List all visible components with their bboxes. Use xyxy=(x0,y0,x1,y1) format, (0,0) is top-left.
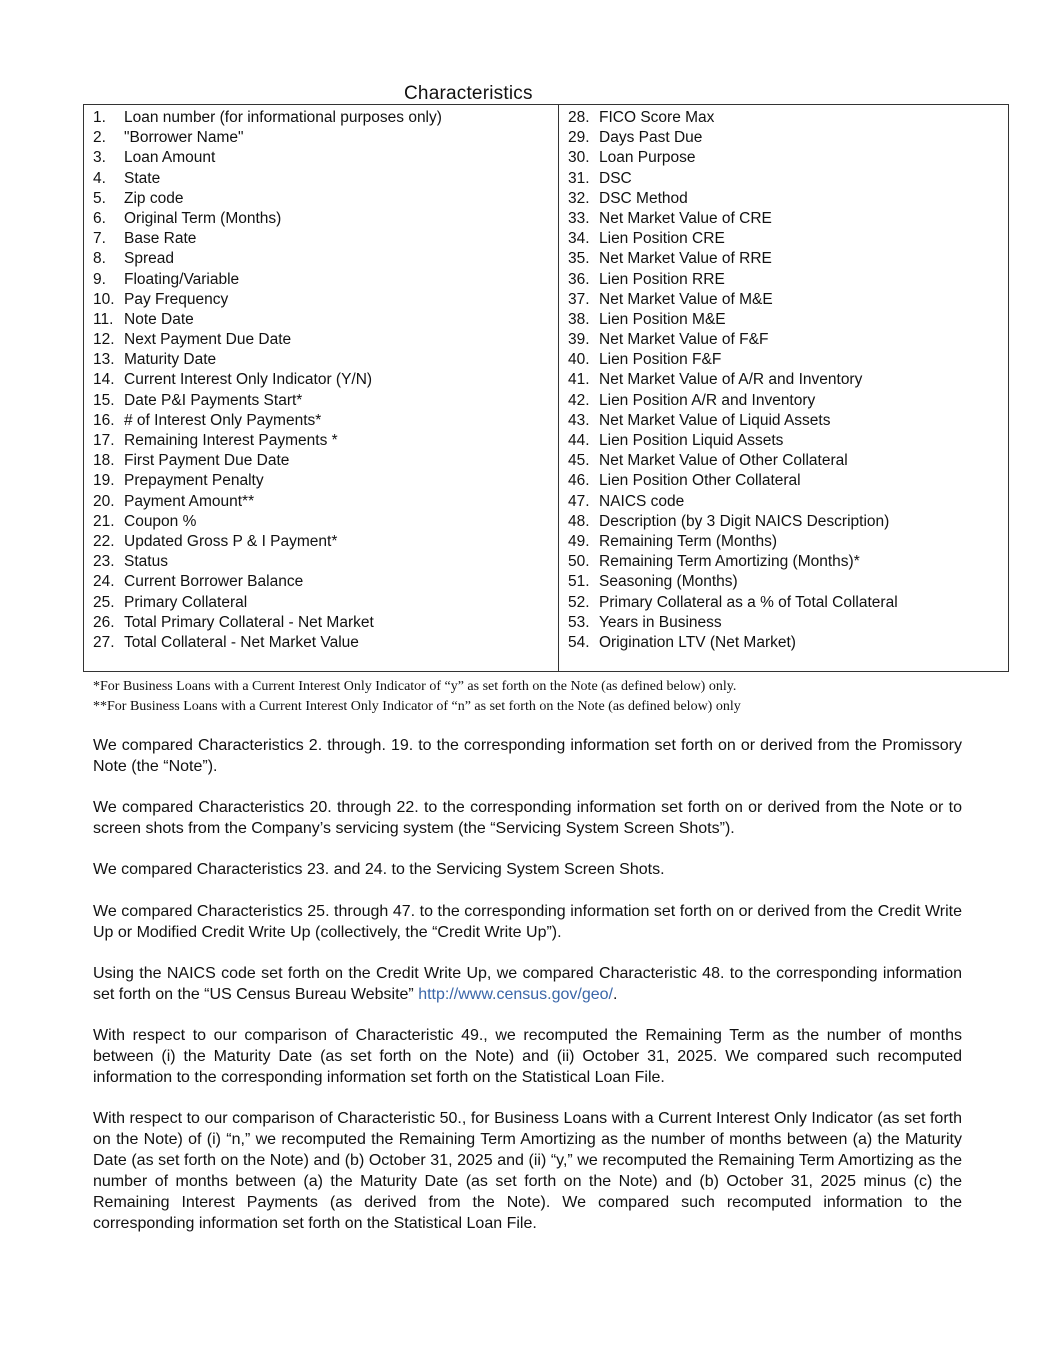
characteristic-number: 38. xyxy=(568,310,590,328)
characteristic-item xyxy=(568,128,898,148)
characteristic-number: 42. xyxy=(568,391,590,409)
characteristic-label: Date P&I Payments Start* xyxy=(124,391,303,409)
characteristic-number: 44. xyxy=(568,432,590,449)
characteristic-item xyxy=(93,532,442,552)
characteristic-item xyxy=(93,350,442,370)
characteristic-number: 2. xyxy=(93,129,106,147)
characteristic-label: Prepayment Penalty xyxy=(124,472,264,490)
characteristic-number: 24. xyxy=(93,573,115,591)
characteristic-label: Total Primary Collateral - Net Market xyxy=(124,613,374,631)
characteristic-number: 8. xyxy=(93,250,106,268)
characteristic-number: 35. xyxy=(568,250,590,268)
characteristic-item xyxy=(568,411,898,431)
characteristic-number: 11. xyxy=(93,310,114,328)
characteristic-item xyxy=(568,613,898,633)
characteristic-item xyxy=(568,451,898,471)
characteristic-number: 19. xyxy=(93,472,115,490)
paragraph-5-end: . xyxy=(612,986,618,1003)
characteristic-number: 29. xyxy=(568,129,590,147)
characteristic-number: 25. xyxy=(93,593,115,611)
characteristic-label: Remaining Term Amortizing (Months)* xyxy=(599,553,860,571)
characteristic-item xyxy=(93,593,442,613)
characteristic-item xyxy=(568,512,898,532)
characteristic-label: Origination LTV (Net Market) xyxy=(599,633,796,651)
characteristic-item xyxy=(93,613,442,633)
characteristic-label: Lien Position RRE xyxy=(599,270,725,288)
characteristic-item xyxy=(93,209,442,229)
characteristic-label: Zip code xyxy=(124,189,184,207)
characteristic-label: Loan Amount xyxy=(124,149,216,167)
characteristic-label: FICO Score Max xyxy=(599,109,715,126)
characteristic-item xyxy=(93,391,442,411)
characteristic-number: 49. xyxy=(568,532,590,550)
characteristic-item xyxy=(568,249,898,269)
characteristic-number: 4. xyxy=(93,169,106,187)
characteristic-item xyxy=(568,169,898,189)
characteristic-item xyxy=(568,310,898,330)
characteristic-label: Status xyxy=(124,553,168,571)
characteristic-item xyxy=(568,189,898,209)
footnote-single-asterisk: *For Business Loans with a Current Interest Only Indicator of “y” as set forth on the Note (as defined below) only. xyxy=(93,679,737,694)
characteristic-item xyxy=(568,209,898,229)
characteristic-number: 45. xyxy=(568,452,590,470)
characteristic-label: Primary Collateral xyxy=(124,593,248,611)
characteristic-number: 40. xyxy=(568,351,590,369)
characteristic-item xyxy=(93,229,442,249)
paragraph-4: We compared Characteristics 25. through 47. to the corresponding information set forth on or derived from the Credit Write Up or Modified Credit Write Up (collectively, the “Credit Write Up”). xyxy=(93,903,962,941)
characteristic-item xyxy=(93,431,442,451)
characteristic-number: 37. xyxy=(568,290,590,308)
paragraph-7: With respect to our comparison of Characteristic 50., for Business Loans with a Current Interest Only Indicator (as set forth on the Note) of (i) “n,” we recomputed the Remaining Term Amortizing as the number of months between (a) the Maturity Date (as set forth on the Note) and (b) October 31, 2025 and (ii) “y,” we recomputed the Remaining Term Amortizing as the number of months between (a) the Maturity Date (as set forth on the Note) and (b) October 31, 2025 minus (c) the Remaining Interest Payments (as derived from the Note). We compared such recomputed information to the corresponding information set forth on the Statistical Loan File. xyxy=(93,1110,962,1232)
characteristic-item xyxy=(93,552,442,572)
characteristic-item xyxy=(568,572,898,592)
characteristic-item xyxy=(93,330,442,350)
characteristic-item xyxy=(568,471,898,491)
characteristic-number: 28. xyxy=(568,109,590,126)
characteristic-label: DSC xyxy=(599,169,632,187)
characteristic-item xyxy=(568,532,898,552)
characteristic-label: Net Market Value of F&F xyxy=(599,331,769,349)
characteristic-label: Total Collateral - Net Market Value xyxy=(124,633,359,651)
characteristic-label: NAICS code xyxy=(599,492,685,510)
characteristic-item xyxy=(568,270,898,290)
characteristic-label: Loan number (for informational purposes only) xyxy=(124,109,442,126)
characteristic-label: Net Market Value of RRE xyxy=(599,250,772,268)
characteristic-item xyxy=(568,330,898,350)
characteristic-label: Loan Purpose xyxy=(599,149,696,167)
characteristic-item xyxy=(93,108,442,128)
characteristic-label: Description (by 3 Digit NAICS Description) xyxy=(599,512,890,530)
characteristic-label: Seasoning (Months) xyxy=(599,573,738,591)
characteristic-number: 17. xyxy=(93,432,115,449)
characteristic-number: 3. xyxy=(93,149,106,167)
characteristics-right-column xyxy=(568,108,898,653)
paragraph-1: We compared Characteristics 2. through. 19. to the corresponding information set forth on or derived from the Promissory Note (the “Note”). xyxy=(93,737,962,775)
characteristic-label: "Borrower Name" xyxy=(124,129,244,147)
characteristic-label: First Payment Due Date xyxy=(124,452,290,470)
characteristic-item xyxy=(93,249,442,269)
characteristic-number: 16. xyxy=(93,411,115,429)
characteristic-label: Updated Gross P & I Payment* xyxy=(124,532,338,550)
characteristic-item xyxy=(93,451,442,471)
characteristic-label: Lien Position Other Collateral xyxy=(599,472,801,490)
footnotes xyxy=(93,677,741,717)
characteristic-number: 26. xyxy=(93,613,115,631)
characteristic-number: 10. xyxy=(93,290,115,308)
characteristic-number: 36. xyxy=(568,270,590,288)
characteristic-label: Remaining Interest Payments * xyxy=(124,432,338,449)
characteristic-label: Primary Collateral as a % of Total Collateral xyxy=(599,593,898,611)
characteristic-label: Current Borrower Balance xyxy=(124,573,304,591)
characteristic-item xyxy=(93,290,442,310)
characteristic-item xyxy=(93,189,442,209)
characteristic-number: 33. xyxy=(568,209,590,227)
characteristic-label: Maturity Date xyxy=(124,351,217,369)
characteristic-item xyxy=(568,148,898,168)
census-link[interactable]: http://www.census.gov/geo/ xyxy=(418,986,613,1003)
footnote-double-asterisk: **For Business Loans with a Current Interest Only Indicator of “n” as set forth on the Note (as defined below) only xyxy=(93,699,741,714)
characteristic-label: Payment Amount** xyxy=(124,492,255,510)
characteristic-item xyxy=(93,169,442,189)
characteristic-label: # of Interest Only Payments* xyxy=(124,411,322,429)
characteristic-label: Current Interest Only Indicator (Y/N) xyxy=(124,371,373,389)
characteristic-number: 46. xyxy=(568,472,590,490)
characteristic-number: 52. xyxy=(568,593,590,611)
characteristic-number: 30. xyxy=(568,149,590,167)
characteristic-item xyxy=(568,350,898,370)
characteristic-number: 27. xyxy=(93,633,115,651)
characteristics-table xyxy=(83,104,1009,672)
characteristic-label: Lien Position M&E xyxy=(599,310,726,328)
characteristic-number: 48. xyxy=(568,512,590,530)
characteristic-label: Pay Frequency xyxy=(124,290,229,308)
characteristic-number: 31. xyxy=(568,169,590,187)
characteristic-label: Days Past Due xyxy=(599,129,703,147)
characteristic-item xyxy=(568,229,898,249)
characteristic-number: 47. xyxy=(568,492,590,510)
characteristic-item xyxy=(93,572,442,592)
characteristic-number: 13. xyxy=(93,351,115,369)
characteristic-item xyxy=(568,391,898,411)
characteristic-label: Net Market Value of M&E xyxy=(599,290,773,308)
characteristic-label: Coupon % xyxy=(124,512,197,530)
characteristic-label: Net Market Value of A/R and Inventory xyxy=(599,371,863,389)
characteristic-item xyxy=(93,370,442,390)
characteristic-number: 41. xyxy=(568,371,590,389)
characteristic-item xyxy=(93,128,442,148)
characteristic-item xyxy=(568,492,898,512)
characteristic-item xyxy=(93,471,442,491)
characteristic-label: Base Rate xyxy=(124,230,197,248)
column-divider xyxy=(558,105,559,671)
characteristic-number: 53. xyxy=(568,613,590,631)
characteristic-item xyxy=(93,633,442,653)
characteristic-number: 51. xyxy=(568,573,590,591)
characteristic-item xyxy=(93,411,442,431)
paragraph-5-text: Using the NAICS code set forth on the Credit Write Up, we compared Characteristic 48. to the corresponding information set forth on the “US Census Bureau Website” xyxy=(93,965,962,1003)
characteristic-item xyxy=(93,492,442,512)
characteristic-number: 39. xyxy=(568,331,590,349)
characteristic-item xyxy=(568,633,898,653)
characteristic-number: 20. xyxy=(93,492,115,510)
characteristic-number: 18. xyxy=(93,452,115,470)
characteristic-item xyxy=(568,593,898,613)
characteristic-number: 50. xyxy=(568,553,590,571)
characteristic-number: 34. xyxy=(568,230,590,248)
characteristics-left-column xyxy=(93,108,442,653)
characteristic-label: Remaining Term (Months) xyxy=(599,532,778,550)
characteristic-item xyxy=(93,148,442,168)
characteristic-label: DSC Method xyxy=(599,189,688,207)
characteristic-label: Lien Position F&F xyxy=(599,351,722,369)
paragraph-6: With respect to our comparison of Characteristic 49., we recomputed the Remaining Term as the number of months between (i) the Maturity Date (as set forth on the Note) and (ii) October 31, 2025. We compared such recomputed information to the corresponding information set forth on the Statistical Loan File. xyxy=(93,1027,962,1086)
characteristic-number: 6. xyxy=(93,209,106,227)
characteristic-item xyxy=(93,310,442,330)
characteristic-label: Original Term (Months) xyxy=(124,209,282,227)
characteristic-label: Note Date xyxy=(124,310,194,328)
characteristic-number: 12. xyxy=(93,331,115,349)
characteristic-number: 32. xyxy=(568,189,590,207)
characteristic-number: 22. xyxy=(93,532,115,550)
characteristic-label: Years in Business xyxy=(599,613,722,631)
characteristic-label: Lien Position A/R and Inventory xyxy=(599,391,816,409)
characteristic-number: 54. xyxy=(568,633,590,651)
paragraph-5 xyxy=(93,963,962,1005)
characteristic-label: Net Market Value of Liquid Assets xyxy=(599,411,831,429)
characteristic-number: 15. xyxy=(93,391,115,409)
page-title: Characteristics xyxy=(404,83,533,104)
characteristic-number: 21. xyxy=(93,512,115,530)
characteristic-label: Net Market Value of Other Collateral xyxy=(599,452,848,470)
characteristic-label: Next Payment Due Date xyxy=(124,331,292,349)
characteristic-number: 7. xyxy=(93,230,106,248)
characteristic-label: Lien Position Liquid Assets xyxy=(599,432,784,449)
characteristic-item xyxy=(93,512,442,532)
characteristic-number: 1. xyxy=(93,109,106,126)
characteristic-item xyxy=(93,270,442,290)
characteristic-item xyxy=(568,108,898,128)
characteristic-label: Floating/Variable xyxy=(124,270,240,288)
characteristic-number: 5. xyxy=(93,189,106,207)
characteristic-item xyxy=(568,431,898,451)
characteristic-label: State xyxy=(124,169,161,187)
paragraph-2: We compared Characteristics 20. through 22. to the corresponding information set forth on or derived from the Note or to screen shots from the Company’s servicing system (the “Servicing System Screen Shots”). xyxy=(93,799,962,837)
characteristic-label: Lien Position CRE xyxy=(599,230,725,248)
characteristic-item xyxy=(568,290,898,310)
characteristic-number: 43. xyxy=(568,411,590,429)
characteristic-item xyxy=(568,370,898,390)
characteristic-label: Net Market Value of CRE xyxy=(599,209,772,227)
paragraph-3: We compared Characteristics 23. and 24. to the Servicing System Screen Shots. xyxy=(93,861,665,878)
characteristic-number: 9. xyxy=(93,270,106,288)
characteristic-label: Spread xyxy=(124,250,174,268)
characteristic-number: 14. xyxy=(93,371,115,389)
characteristic-number: 23. xyxy=(93,553,115,571)
characteristic-item xyxy=(568,552,898,572)
